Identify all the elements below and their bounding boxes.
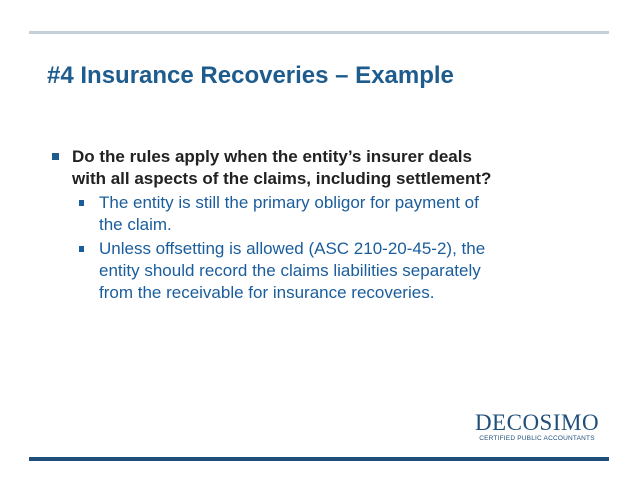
sub-bullet: [79, 192, 552, 236]
slide-body: [52, 146, 552, 304]
square-bullet-icon: [79, 200, 84, 206]
logo-tagline: CERTIFIED PUBLIC ACCOUNTANTS: [479, 435, 595, 442]
sub-bullet: [79, 238, 552, 304]
sub-bullet-line: the claim.: [99, 215, 172, 234]
main-bullet-line: Do the rules apply when the entity’s insurer deals: [72, 147, 472, 166]
top-divider: [29, 31, 609, 34]
sub-bullet-line: from the receivable for insurance recoveries.: [99, 283, 435, 302]
company-logo: [472, 411, 602, 443]
square-bullet-icon: [52, 153, 59, 160]
main-bullet-line: with all aspects of the claims, including settlement?: [72, 169, 492, 188]
slide-title: #4 Insurance Recoveries – Example: [47, 62, 454, 89]
main-bullet: [52, 146, 552, 190]
bottom-divider: [29, 457, 609, 461]
square-bullet-icon: [79, 246, 84, 252]
sub-bullet-line: entity should record the claims liabilities separately: [99, 261, 481, 280]
sub-bullet-line: Unless offsetting is allowed (ASC 210-20-45-2), the: [99, 239, 486, 258]
logo-name: DECOSIMO: [474, 410, 600, 435]
sub-bullet-line: The entity is still the primary obligor for payment of: [99, 193, 479, 212]
